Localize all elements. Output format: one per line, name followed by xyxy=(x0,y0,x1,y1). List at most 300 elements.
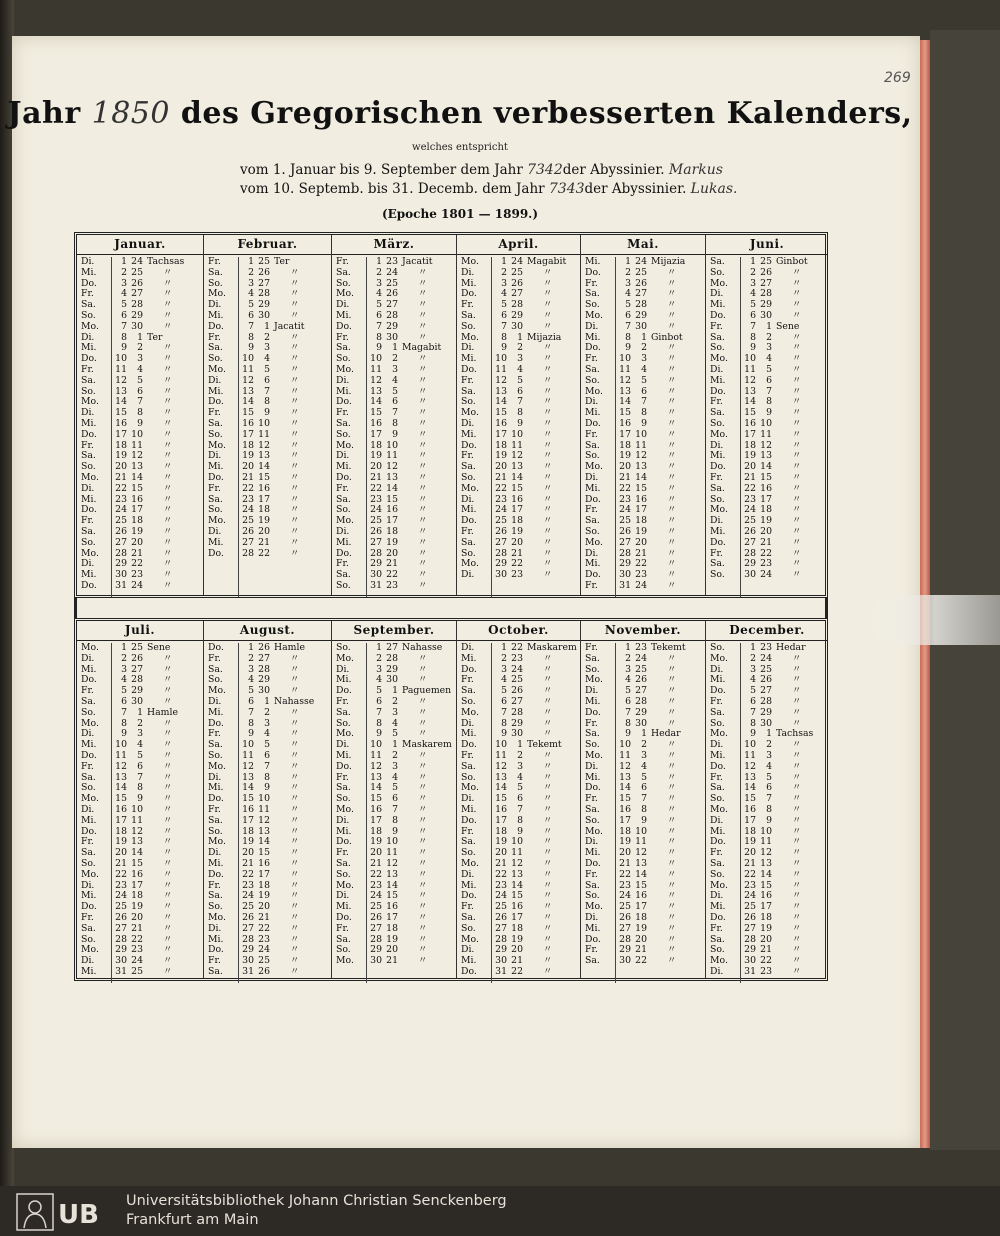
abyssinian-month: 〃 xyxy=(543,922,553,934)
abyssinian-month: 〃 xyxy=(418,266,428,278)
abyssinian-month: 〃 xyxy=(543,814,553,826)
abyssinian-day: 7 xyxy=(766,385,772,397)
day-number: 26 xyxy=(242,525,254,537)
abyssinian-month: 〃 xyxy=(792,353,802,365)
day-number: 13 xyxy=(242,385,254,397)
weekday: Do. xyxy=(336,547,352,559)
abyssinian-month: 〃 xyxy=(290,396,300,408)
weekday: Sa. xyxy=(81,374,96,386)
abyssinian-day: 13 xyxy=(131,461,143,473)
abyssinian-day: 16 xyxy=(258,857,270,869)
day-number: 19 xyxy=(115,450,127,462)
weekday: Mi. xyxy=(461,728,477,740)
abyssinian-month: 〃 xyxy=(418,814,428,826)
weekday: Mi. xyxy=(208,857,224,869)
abyssinian-day: 14 xyxy=(258,836,270,848)
month-header-rule xyxy=(457,640,580,641)
weekday: Fr. xyxy=(336,771,349,783)
weekday: Mi. xyxy=(710,525,726,537)
day-number: 16 xyxy=(242,803,254,815)
abyssinian-month: 〃 xyxy=(163,695,173,707)
abyssinian-day: 29 xyxy=(635,706,647,718)
weekday: Sa. xyxy=(208,493,223,505)
weekday: Mo. xyxy=(81,396,99,408)
weekday: Do. xyxy=(208,868,224,880)
day-number: 11 xyxy=(115,363,127,375)
abyssinian-month: 〃 xyxy=(792,663,802,675)
abyssinian-day: 11 xyxy=(511,847,523,859)
weekday: Mo. xyxy=(336,363,354,375)
abyssinian-day: 28 xyxy=(760,695,772,707)
abyssinian-month: 〃 xyxy=(163,944,173,956)
day-number: 9 xyxy=(248,728,254,740)
abyssinian-month: 〃 xyxy=(667,674,677,686)
day-number: 8 xyxy=(625,717,631,729)
weekday: Sa. xyxy=(585,363,600,375)
abyssinian-month: 〃 xyxy=(290,868,300,880)
weekday: So. xyxy=(336,504,351,516)
abyssinian-month: 〃 xyxy=(667,558,677,570)
abyssinian-day: 24 xyxy=(386,266,398,278)
day-number: 25 xyxy=(370,901,382,913)
calendar-table-first-half xyxy=(74,232,828,598)
day-number: 28 xyxy=(242,547,254,559)
weekday: Do. xyxy=(208,944,224,956)
abyssinian-day: 8 xyxy=(517,407,523,419)
abyssinian-day: 20 xyxy=(635,536,647,548)
day-number: 23 xyxy=(242,493,254,505)
abyssinian-month: Ter xyxy=(147,331,163,343)
day-number: 4 xyxy=(625,288,631,300)
weekday: Sa. xyxy=(208,739,223,751)
weekday: Di. xyxy=(336,890,350,902)
month-name: Januar. xyxy=(114,237,166,251)
day-number: 6 xyxy=(750,309,756,321)
day-row xyxy=(457,268,580,279)
day-row xyxy=(77,376,203,387)
abyssinian-day: 26 xyxy=(258,266,270,278)
abyssinian-day: 8 xyxy=(264,396,270,408)
day-number: 7 xyxy=(121,706,127,718)
abyssinian-month: 〃 xyxy=(667,955,677,967)
abyssinian-month: 〃 xyxy=(667,504,677,516)
abyssinian-month: 〃 xyxy=(667,944,677,956)
abyssinian-month: 〃 xyxy=(792,890,802,902)
abyssinian-month: 〃 xyxy=(163,663,173,675)
day-number: 26 xyxy=(495,911,507,923)
abyssinian-day: 13 xyxy=(131,836,143,848)
abyssinian-day: 5 xyxy=(137,374,143,386)
weekday: Sa. xyxy=(710,782,725,794)
day-number: 17 xyxy=(619,814,631,826)
day-number: 11 xyxy=(744,363,756,375)
abyssinian-day: 5 xyxy=(517,782,523,794)
weekday: Mo. xyxy=(81,717,99,729)
day-number: 24 xyxy=(495,504,507,516)
day-number: 29 xyxy=(619,944,631,956)
abyssinian-day: 18 xyxy=(258,879,270,891)
abyssinian-month: 〃 xyxy=(543,911,553,923)
day-number: 21 xyxy=(370,857,382,869)
abyssinian-month: 〃 xyxy=(290,493,300,505)
day-number: 9 xyxy=(501,728,507,740)
day-number: 19 xyxy=(115,836,127,848)
day-number: 14 xyxy=(495,782,507,794)
abyssinian-month: 〃 xyxy=(418,836,428,848)
weekday: Mi. xyxy=(585,771,601,783)
weekday: Sa. xyxy=(208,814,223,826)
abyssinian-month: 〃 xyxy=(667,450,677,462)
day-number: 12 xyxy=(242,760,254,772)
abyssinian-month: 〃 xyxy=(163,299,173,311)
day-number: 8 xyxy=(121,717,127,729)
day-number: 8 xyxy=(501,717,507,729)
abyssinian-month: 〃 xyxy=(163,685,173,697)
day-number: 14 xyxy=(744,782,756,794)
weekday: Mo. xyxy=(81,471,99,483)
month-header-rule xyxy=(581,254,705,255)
abyssinian-day: 11 xyxy=(131,814,143,826)
abyssinian-month: 〃 xyxy=(543,471,553,483)
abyssinian-day: 12 xyxy=(258,439,270,451)
abyssinian-day: 29 xyxy=(131,685,143,697)
day-row xyxy=(332,376,456,387)
weekday: Mi. xyxy=(208,385,224,397)
day-number: 20 xyxy=(242,847,254,859)
abyssinian-month: 〃 xyxy=(667,547,677,559)
abyssinian-month: 〃 xyxy=(290,879,300,891)
abyssinian-month: 〃 xyxy=(667,266,677,278)
day-number: 14 xyxy=(619,396,631,408)
abyssinian-month: 〃 xyxy=(792,706,802,718)
abyssinian-month: 〃 xyxy=(418,944,428,956)
day-number: 14 xyxy=(115,396,127,408)
weekday: Sa. xyxy=(710,857,725,869)
abyssinian-month: Nahasse xyxy=(402,642,443,653)
abyssinian-day: 10 xyxy=(511,836,523,848)
abyssinian-day: 24 xyxy=(635,652,647,664)
weekday: Mo. xyxy=(461,482,479,494)
day-row xyxy=(581,924,705,935)
abyssinian-day: 20 xyxy=(131,536,143,548)
weekday: Fr. xyxy=(585,277,598,289)
abyssinian-day: 12 xyxy=(635,847,647,859)
abyssinian-month: 〃 xyxy=(418,782,428,794)
day-number: 20 xyxy=(495,461,507,473)
day-number: 12 xyxy=(744,374,756,386)
abyssinian-month: 〃 xyxy=(543,482,553,494)
abyssinian-month: 〃 xyxy=(543,288,553,300)
abyssinian-month: 〃 xyxy=(792,814,802,826)
abyssinian-month: 〃 xyxy=(163,374,173,386)
day-row xyxy=(204,484,331,495)
weekday: Fr. xyxy=(208,407,221,419)
abyssinian-day: 6 xyxy=(641,782,647,794)
day-number: 4 xyxy=(625,674,631,686)
day-number: 25 xyxy=(744,901,756,913)
weekday: Mo. xyxy=(710,428,728,440)
abyssinian-day: 17 xyxy=(635,901,647,913)
abyssinian-day: 22 xyxy=(131,558,143,570)
abyssinian-day: 25 xyxy=(258,256,270,267)
abyssinian-month: 〃 xyxy=(792,471,802,483)
day-number: 25 xyxy=(115,901,127,913)
weekday: Do. xyxy=(461,288,477,300)
abyssinian-day: 2 xyxy=(137,717,143,729)
day-number: 3 xyxy=(750,277,756,289)
weekday: Mo. xyxy=(81,944,99,956)
weekday: Mi. xyxy=(336,309,352,321)
day-number: 30 xyxy=(744,955,756,967)
day-number: 12 xyxy=(495,760,507,772)
day-number: 4 xyxy=(376,674,382,686)
abyssinian-month: 〃 xyxy=(290,728,300,740)
day-number: 5 xyxy=(121,685,127,697)
weekday: Mi. xyxy=(710,901,726,913)
day-number: 3 xyxy=(248,663,254,675)
abyssinian-day: 3 xyxy=(137,353,143,365)
day-number: 25 xyxy=(495,515,507,527)
abyssinian-month: 〃 xyxy=(667,439,677,451)
day-number: 27 xyxy=(242,536,254,548)
abyssinian-month: 〃 xyxy=(792,288,802,300)
abyssinian-month: 〃 xyxy=(418,857,428,869)
day-number: 22 xyxy=(370,868,382,880)
weekday: So. xyxy=(336,642,351,653)
logo-text: UB xyxy=(58,1200,99,1230)
weekday: Sa. xyxy=(81,450,96,462)
weekday: Mo. xyxy=(461,407,479,419)
day-number: 27 xyxy=(495,536,507,548)
weekday: Mi. xyxy=(585,482,601,494)
abyssinian-day: 25 xyxy=(635,266,647,278)
abyssinian-day: 9 xyxy=(517,417,523,429)
day-number: 3 xyxy=(501,277,507,289)
weekday: Fr. xyxy=(336,331,349,343)
abyssinian-month: 〃 xyxy=(290,922,300,934)
day-number: 10 xyxy=(370,739,382,751)
abyssinian-month: 〃 xyxy=(163,417,173,429)
abyssinian-month: 〃 xyxy=(418,536,428,548)
abyssinian-month: 〃 xyxy=(290,685,300,697)
abyssinian-day: 16 xyxy=(258,482,270,494)
day-number: 24 xyxy=(744,890,756,902)
abyssinian-month: 〃 xyxy=(163,890,173,902)
day-row xyxy=(204,870,331,881)
day-row xyxy=(581,581,705,592)
day-row xyxy=(332,870,456,881)
abyssinian-month: 〃 xyxy=(418,374,428,386)
weekday: Mi. xyxy=(81,890,97,902)
abyssinian-month: 〃 xyxy=(667,277,677,289)
abyssinian-day: 1 xyxy=(766,728,772,740)
month-header-rule xyxy=(706,640,828,641)
abyssinian-month: 〃 xyxy=(163,933,173,945)
day-number: 10 xyxy=(744,353,756,365)
day-number: 14 xyxy=(370,782,382,794)
abyssinian-month: 〃 xyxy=(543,363,553,375)
abyssinian-day: 30 xyxy=(760,717,772,729)
table-gap xyxy=(74,598,828,618)
day-number: 17 xyxy=(744,428,756,440)
day-number: 9 xyxy=(501,342,507,354)
day-number: 15 xyxy=(495,407,507,419)
day-list xyxy=(457,257,580,581)
abyssinian-day: 11 xyxy=(511,439,523,451)
abyssinian-day: 22 xyxy=(635,955,647,967)
abyssinian-month: 〃 xyxy=(418,504,428,516)
weekday: So. xyxy=(81,385,96,397)
abyssinian-day: 23 xyxy=(386,579,398,591)
day-number: 10 xyxy=(619,353,631,365)
day-number: 6 xyxy=(376,695,382,707)
abyssinian-day: 25 xyxy=(511,674,523,686)
weekday: Di. xyxy=(336,814,350,826)
day-number: 23 xyxy=(370,493,382,505)
day-row xyxy=(457,484,580,495)
abyssinian-month: 〃 xyxy=(163,471,173,483)
day-row xyxy=(332,956,456,967)
weekday: Mi. xyxy=(461,803,477,815)
abyssinian-day: 8 xyxy=(641,803,647,815)
abyssinian-day: 30 xyxy=(258,309,270,321)
abyssinian-month: 〃 xyxy=(418,525,428,537)
abyssinian-day: 16 xyxy=(511,901,523,913)
day-number: 22 xyxy=(744,868,756,880)
day-number: 6 xyxy=(750,695,756,707)
abyssinian-day: 24 xyxy=(131,256,143,267)
day-row xyxy=(77,924,203,935)
day-number: 16 xyxy=(744,417,756,429)
abyssinian-month: 〃 xyxy=(290,793,300,805)
day-number: 30 xyxy=(619,955,631,967)
abyssinian-day: 27 xyxy=(386,642,398,653)
abyssinian-day: 12 xyxy=(511,857,523,869)
abyssinian-month: Tekemt xyxy=(527,739,562,751)
abyssinian-day: 30 xyxy=(635,717,647,729)
day-number: 7 xyxy=(750,320,756,332)
abyssinian-month: 〃 xyxy=(163,728,173,740)
day-number: 24 xyxy=(619,890,631,902)
day-number: 18 xyxy=(115,825,127,837)
weekday: Mo. xyxy=(585,749,603,761)
weekday: Mo. xyxy=(585,536,603,548)
abyssinian-month: 〃 xyxy=(792,944,802,956)
weekday: So. xyxy=(208,504,223,516)
weekday: Mo. xyxy=(208,288,226,300)
abyssinian-month: 〃 xyxy=(667,911,677,923)
weekday: Mo. xyxy=(710,353,728,365)
weekday: Mo. xyxy=(710,955,728,967)
weekday: So. xyxy=(81,857,96,869)
day-number: 15 xyxy=(115,407,127,419)
abyssinian-day: 9 xyxy=(137,793,143,805)
weekday: So. xyxy=(81,309,96,321)
day-number: 2 xyxy=(750,266,756,278)
day-number: 27 xyxy=(115,922,127,934)
day-number: 20 xyxy=(495,847,507,859)
abyssinian-month: 〃 xyxy=(543,803,553,815)
abyssinian-day: 6 xyxy=(766,782,772,794)
weekday: Di. xyxy=(710,739,724,751)
weekday: Do. xyxy=(710,461,726,473)
abyssinian-day: 29 xyxy=(511,309,523,321)
weekday: Mo. xyxy=(461,857,479,869)
abyssinian-day: 29 xyxy=(635,309,647,321)
day-number: 11 xyxy=(242,363,254,375)
abyssinian-month: 〃 xyxy=(667,793,677,805)
abyssinian-month: 〃 xyxy=(792,331,802,343)
weekday: Mi. xyxy=(81,417,97,429)
day-number: 11 xyxy=(495,749,507,761)
abyssinian-month: 〃 xyxy=(792,922,802,934)
abyssinian-day: 2 xyxy=(641,342,647,354)
weekday: So. xyxy=(336,428,351,440)
abyssinian-day: 2 xyxy=(392,353,398,365)
day-number: 14 xyxy=(619,782,631,794)
abyssinian-month: 〃 xyxy=(543,879,553,891)
day-row xyxy=(706,430,828,441)
weekday: Sa. xyxy=(710,331,725,343)
abyssinian-day: 2 xyxy=(517,342,523,354)
day-row xyxy=(77,484,203,495)
abyssinian-month: 〃 xyxy=(543,547,553,559)
day-row xyxy=(706,322,828,333)
abyssinian-day: 8 xyxy=(392,814,398,826)
abyssinian-day: 5 xyxy=(517,374,523,386)
day-number: 15 xyxy=(744,407,756,419)
day-number: 6 xyxy=(501,695,507,707)
day-number: 30 xyxy=(495,569,507,581)
abyssinian-month: 〃 xyxy=(163,847,173,859)
abyssinian-month: 〃 xyxy=(543,569,553,581)
abyssinian-month: 〃 xyxy=(163,911,173,923)
month-name: August. xyxy=(239,623,296,637)
weekday: Sa. xyxy=(81,299,96,311)
abyssinian-month: 〃 xyxy=(163,868,173,880)
abyssinian-month: 〃 xyxy=(792,407,802,419)
weekday: Mo. xyxy=(208,760,226,772)
day-number: 30 xyxy=(370,569,382,581)
weekday: Fr. xyxy=(461,749,474,761)
abyssinian-day: 17 xyxy=(511,911,523,923)
day-row xyxy=(204,816,331,827)
abyssinian-day: 9 xyxy=(264,782,270,794)
day-row xyxy=(332,708,456,719)
weekday: Mi. xyxy=(461,652,477,664)
abyssinian-day: 25 xyxy=(511,266,523,278)
abyssinian-month: 〃 xyxy=(418,793,428,805)
abyssinian-month: 〃 xyxy=(792,374,802,386)
weekday: So. xyxy=(710,493,725,505)
weekday: Do. xyxy=(585,342,601,354)
abyssinian-month: 〃 xyxy=(163,450,173,462)
weekday: So. xyxy=(81,933,96,945)
abyssinian-day: 15 xyxy=(258,847,270,859)
abyssinian-month: 〃 xyxy=(792,836,802,848)
day-row xyxy=(77,708,203,719)
abyssinian-day: 14 xyxy=(386,482,398,494)
abyssinian-day: 11 xyxy=(760,836,772,848)
abyssinian-month: 〃 xyxy=(163,674,173,686)
weekday: Di. xyxy=(585,320,599,332)
weekday: Do. xyxy=(585,933,601,945)
abyssinian-day: 13 xyxy=(258,450,270,462)
abyssinian-month: 〃 xyxy=(543,309,553,321)
abyssinian-day: 14 xyxy=(635,471,647,483)
day-number: 5 xyxy=(625,299,631,311)
day-number: 26 xyxy=(619,911,631,923)
